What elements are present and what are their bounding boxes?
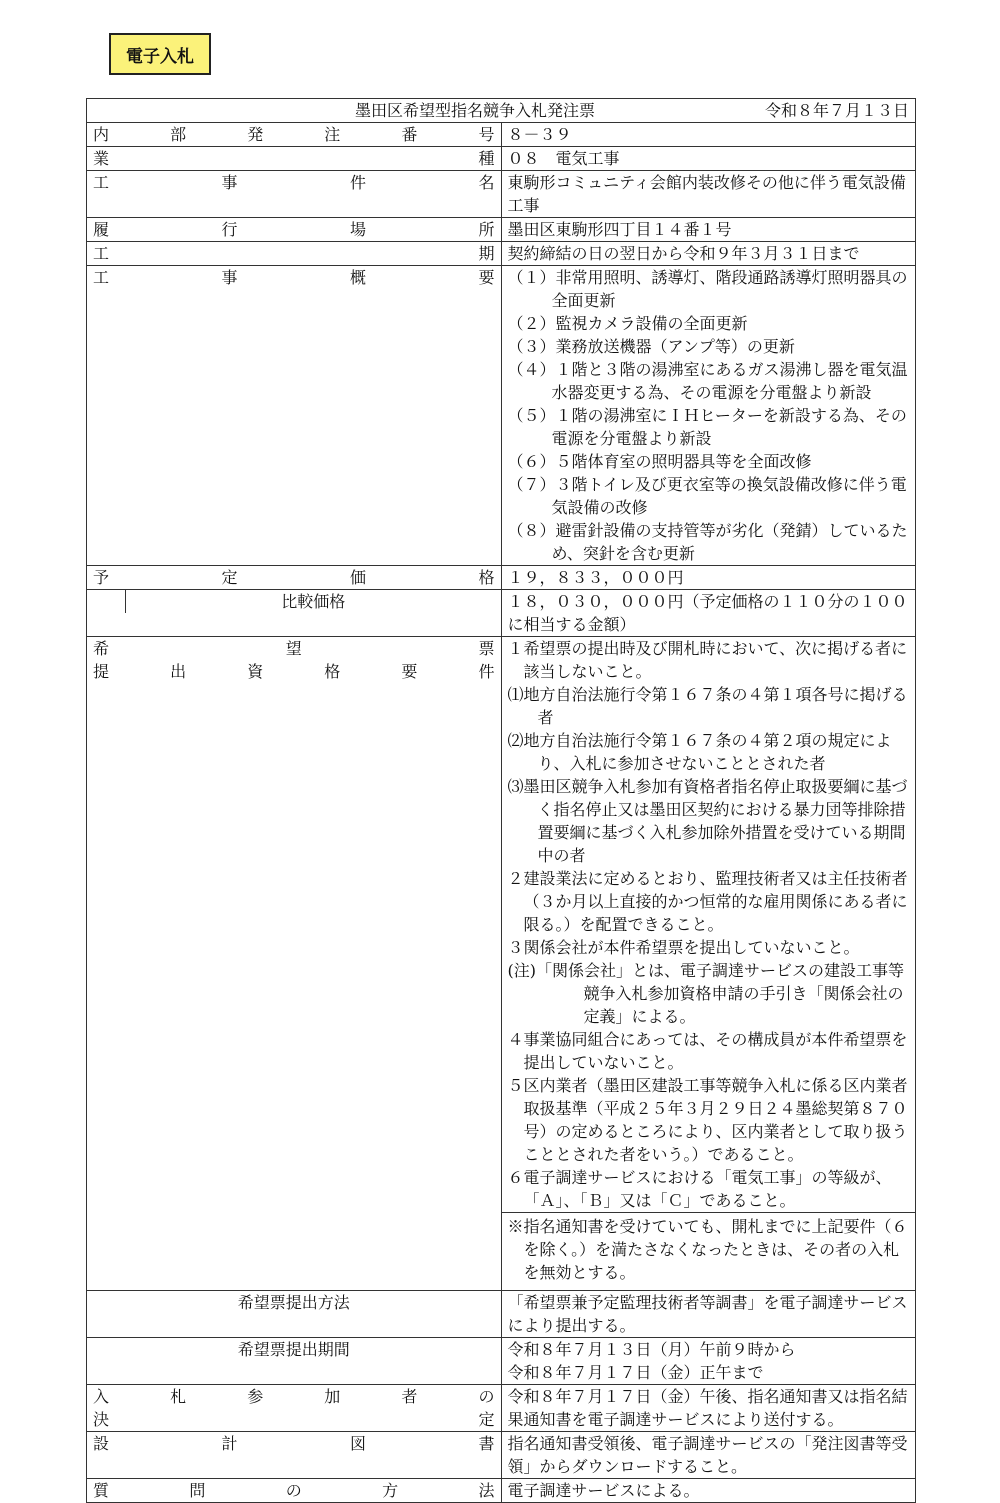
row-summary bbox=[87, 266, 916, 566]
summary-item: （１）非常用照明、誘導灯、階段通路誘導灯照明器具の全面更新 bbox=[507, 268, 908, 310]
value-decision: 令和８年７月１７日（金）午後、指名通知書又は指名結果通知書を電子調達サービスにより送付する。 bbox=[501, 1385, 916, 1432]
label-decision-1: 入札参加者の bbox=[93, 1387, 495, 1406]
submit-period-end: 令和８年７月１７日（金）正午まで bbox=[507, 1363, 764, 1382]
value-period: 契約締結の日の翌日から令和９年３月３１日まで bbox=[501, 242, 916, 266]
requirement-item: １希望票の提出時及び開札時において、次に掲げる者に該当しないこと。 bbox=[507, 639, 908, 681]
requirement-item: ５区内業者（墨田区建設工事等競争入札に係る区内業者取扱基準（平成２５年３月２９日２４墨総契第８７０号）の定めるところにより、区内業者として取り扱うこととされた者をいう。）であること。 bbox=[507, 1076, 908, 1164]
requirement-item: ６電子調達サービスにおける「電気工事」の等級が、「Ａ」、「Ｂ」又は「Ｃ」であること。 bbox=[507, 1168, 892, 1210]
requirement-item: ⑵地方自治法施行令第１６７条の４第２項の規定により、入札に参加させないこととされた者 bbox=[507, 731, 892, 773]
row-place bbox=[87, 218, 916, 242]
label-period: 工 期 bbox=[87, 242, 502, 266]
requirement-item: ⑶墨田区競争入札参加有資格者指名停止取扱要綱に基づく指名停止又は墨田区契約における暴力団等排除措置要綱に基づく入札参加除外措置を受けている期間中の者 bbox=[507, 777, 908, 865]
value-submit-period bbox=[501, 1338, 916, 1385]
label-category: 業 種 bbox=[87, 147, 502, 171]
row-submit-period bbox=[87, 1338, 916, 1385]
value-drawings: 指名通知書受領後、電子調達サービスの「発注図書等受領」からダウンロードすること。 bbox=[501, 1432, 916, 1479]
row-category bbox=[87, 147, 916, 171]
summary-item: （８）避雷針設備の支持管等が劣化（発錆）しているため、突針を含む更新 bbox=[507, 521, 908, 563]
summary-item: （７）３階トイレ及び更衣室等の換気設備改修に伴う電気設備の改修 bbox=[507, 475, 907, 517]
row-decision bbox=[87, 1385, 916, 1432]
document-title: 墨田区希望型指名競争入札発注票 bbox=[355, 101, 596, 120]
value-summary bbox=[501, 266, 916, 566]
requirement-item: ⑴地方自治法施行令第１６７条の４第１項各号に掲げる者 bbox=[507, 685, 908, 727]
row-submit-method bbox=[87, 1291, 916, 1338]
value-submit-method: 「希望票兼予定監理技術者等調書」を電子調達サービスにより提出する。 bbox=[501, 1291, 916, 1338]
row-drawings bbox=[87, 1432, 916, 1479]
requirement-item: ２建設業法に定めるとおり、監理技術者又は主任技術者（３か月以上直接的かつ恒常的な雇用関係にある者に限る。）を配置できること。 bbox=[507, 869, 908, 934]
row-requirements bbox=[87, 637, 916, 1213]
value-requirements bbox=[501, 637, 916, 1213]
summary-item: （５）１階の湯沸室にＩＨヒーターを新設する為、その電源を分電盤より新設 bbox=[507, 406, 907, 448]
row-planned-price bbox=[87, 566, 916, 590]
value-requirements-note bbox=[501, 1213, 916, 1291]
document-date: 令和８年７月１３日 bbox=[764, 101, 909, 120]
value-project-name: 東駒形コミュニティ会館内装改修その他に伴う電気設備工事 bbox=[501, 171, 916, 218]
label-compare-price: 比較価格 bbox=[281, 592, 346, 611]
row-period bbox=[87, 242, 916, 266]
summary-item: （３）業務放送機器（アンプ等）の更新 bbox=[507, 337, 795, 356]
value-planned-price: １９，８３３，０００円 bbox=[501, 566, 916, 590]
row-order-no bbox=[87, 123, 916, 147]
label-decision-2: 決 定 bbox=[93, 1410, 495, 1429]
requirement-item: ３関係会社が本件希望票を提出していないこと。 bbox=[507, 938, 860, 957]
requirements-note: ※指名通知書を受けていても、開札までに上記要件（６を除く。）を満たさなくなったときは、その者の入札を無効とする。 bbox=[507, 1217, 908, 1282]
value-place: 墨田区東駒形四丁目１４番１号 bbox=[501, 218, 916, 242]
requirement-item: ４事業協同組合にあっては、その構成員が本件希望票を提出していないこと。 bbox=[507, 1030, 908, 1072]
row-compare-price bbox=[87, 590, 916, 637]
label-project-name: 工 事 件 名 bbox=[87, 171, 502, 218]
value-order-no: ８－３９ bbox=[501, 123, 916, 147]
submit-period-start: 令和８年７月１３日（月）午前９時から bbox=[507, 1340, 796, 1359]
summary-item: （６）５階体育室の照明器具等を全面改修 bbox=[507, 452, 812, 471]
label-submit-period: 希望票提出期間 bbox=[87, 1338, 502, 1385]
summary-item: （４）１階と３階の湯沸室にあるガス湯沸し器を電気温水器変更する為、その電源を分電盤より新設 bbox=[507, 360, 908, 402]
label-planned-price: 予 定 価 格 bbox=[87, 566, 502, 590]
value-category: ０８ 電気工事 bbox=[501, 147, 916, 171]
label-order-no: 内部発注番号 bbox=[87, 123, 502, 147]
label-drawings: 設 計 図 書 bbox=[87, 1432, 502, 1479]
requirement-note-item: (注)「関係会社」とは、電子調達サービスの建設工事等競争入札参加資格申請の手引き「関係会社の定義」による。 bbox=[507, 961, 904, 1026]
header-row bbox=[87, 99, 916, 123]
row-project-name bbox=[87, 171, 916, 218]
value-questions: 電子調達サービスによる。 bbox=[501, 1479, 916, 1503]
label-place: 履 行 場 所 bbox=[87, 218, 502, 242]
summary-item: （２）監視カメラ設備の全面更新 bbox=[507, 314, 748, 333]
label-requirements-2: 提出資格要件 bbox=[93, 662, 495, 681]
label-questions: 質 問 の 方 法 bbox=[87, 1479, 502, 1503]
row-questions bbox=[87, 1479, 916, 1503]
label-submit-method: 希望票提出方法 bbox=[87, 1291, 502, 1338]
order-sheet-table bbox=[86, 98, 916, 1503]
label-requirements-1: 希 望 票 bbox=[93, 639, 495, 658]
label-summary: 工 事 概 要 bbox=[87, 266, 502, 566]
value-compare-price: １８，０３０，０００円（予定価格の１１０分の１００に相当する金額） bbox=[501, 590, 916, 637]
electronic-bid-badge: 電子入札 bbox=[109, 33, 211, 75]
